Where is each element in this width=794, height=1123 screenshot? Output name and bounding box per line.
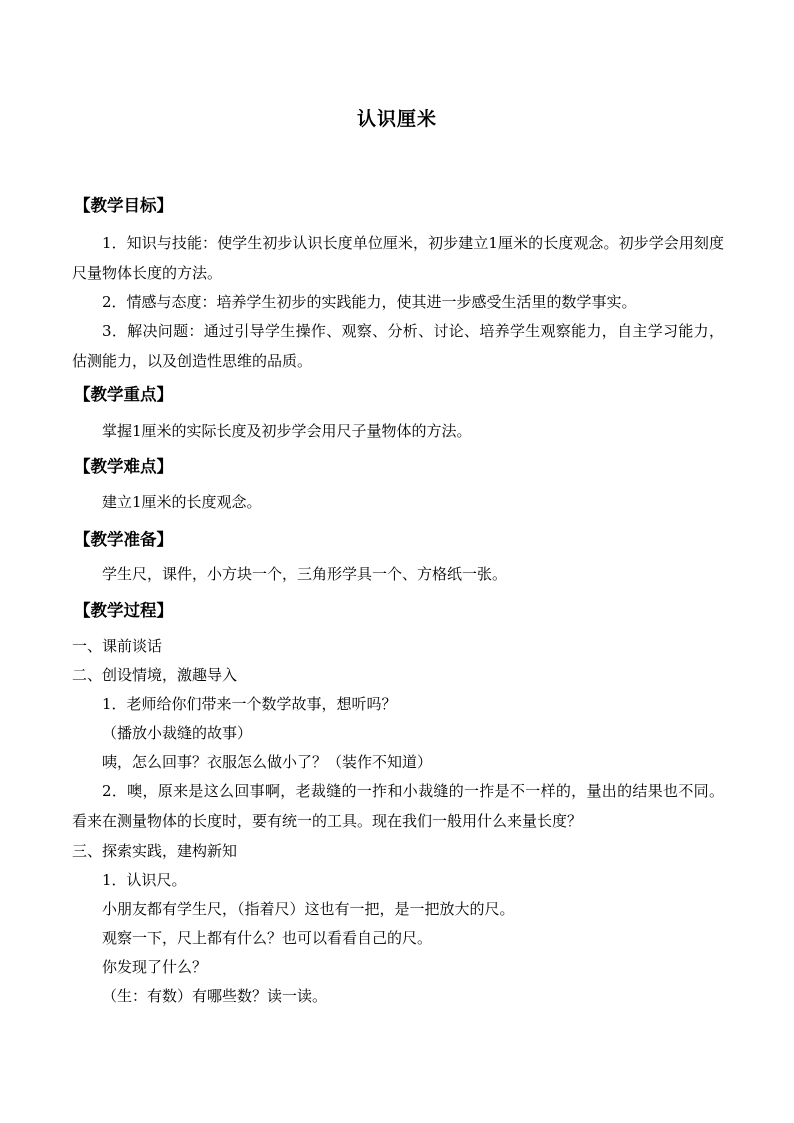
process-part-2-story: （播放小裁缝的故事） [102, 724, 253, 742]
goal-item-3: 3．解决问题：通过引导学生操作、观察、分析、讨论、培养学生观察能力，自主学习能力，估测能力，以及创造性思维的品质。 [72, 322, 724, 370]
difficulties-text: 建立1厘米的长度观念。 [102, 493, 262, 511]
key-points-text: 掌握1厘米的实际长度及初步学会用尺子量物体的方法。 [102, 422, 472, 440]
process-part-2-item-2: 2．噢，原来是这么回事啊，老裁缝的一拃和小裁缝的一拃是不一样的，量出的结果也不同。看来在测量物体的长度时，要有统一的工具。现在我们一般用什么来量长度？ [72, 782, 724, 830]
heading-preparation: 【教学准备】 [74, 530, 173, 549]
process-part-3-line-2: 观察一下，尺上都有什么？也可以看看自己的尺。 [102, 929, 433, 947]
process-part-3-line-3: 你发现了什么？ [102, 958, 208, 976]
process-part-3-line-4: （生：有数）有哪些数？读一读。 [102, 987, 328, 1005]
goal-item-2: 2．情感与态度：培养学生初步的实践能力，使其进一步感受生活里的数学事实。 [102, 293, 637, 311]
preparation-text: 学生尺，课件，小方块一个，三角形学具一个、方格纸一张。 [102, 565, 508, 583]
process-part-3-item-1: 1．认识尺。 [102, 871, 187, 889]
heading-difficulties: 【教学难点】 [74, 457, 173, 476]
document-title: 认识厘米 [356, 108, 437, 130]
process-part-2-question: 咦，怎么回事？衣服怎么做小了？（装作不知道） [102, 753, 433, 771]
heading-process: 【教学过程】 [74, 601, 173, 620]
process-part-2-item-1: 1．老师给你们带来一个数学故事，想听吗？ [102, 695, 397, 713]
process-part-2: 二、创设情境，激趣导入 [72, 666, 238, 684]
goal-item-1: 1．知识与技能：使学生初步认识长度单位厘米，初步建立1厘米的长度观念。初步学会用刻度尺量物体长度的方法。 [72, 234, 724, 282]
process-part-3-line-1: 小朋友都有学生尺，（指着尺）这也有一把，是一把放大的尺。 [102, 900, 515, 918]
process-part-3: 三、探索实践，建构新知 [72, 842, 238, 860]
heading-teaching-goals: 【教学目标】 [74, 196, 173, 215]
process-part-1: 一、课前谈话 [72, 637, 163, 655]
heading-key-points: 【教学重点】 [74, 385, 173, 404]
